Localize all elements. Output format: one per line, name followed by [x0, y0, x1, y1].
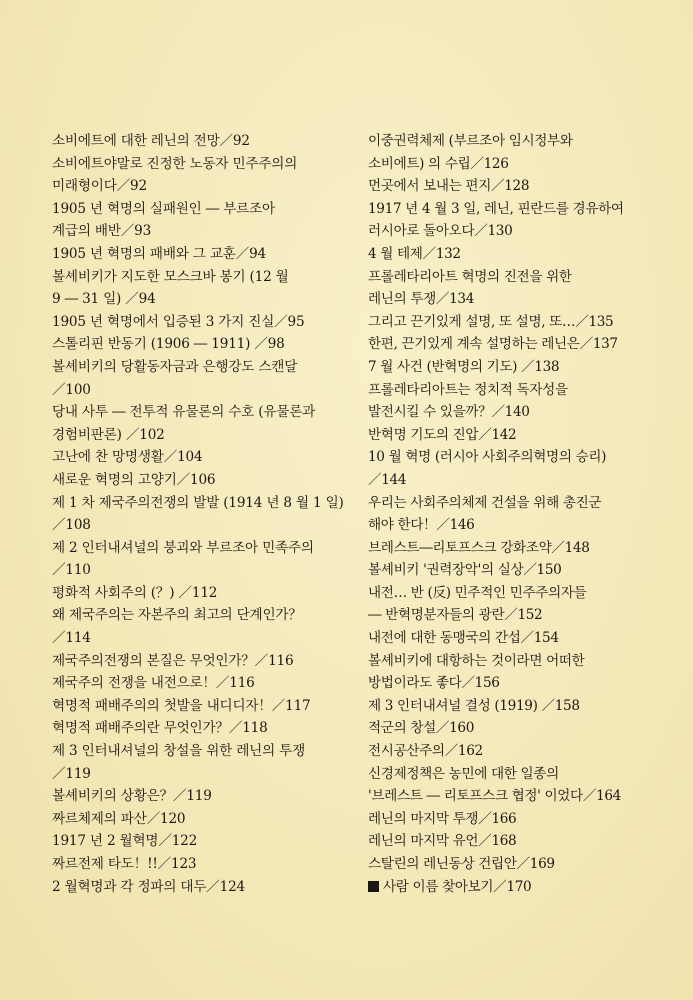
toc-line [52, 740, 352, 763]
toc-line-text: ／108 [52, 517, 91, 534]
toc-line-text: 소비에트야말로 진정한 노동자 민주주의의 [52, 155, 298, 172]
toc-line-text: 내전에 대한 동맹국의 간섭／154 [368, 630, 559, 647]
toc-line-text: 레닌의 마지막 투쟁／166 [368, 810, 517, 827]
toc-line [368, 763, 668, 786]
toc-line-text: 경험비판론) ／102 [52, 426, 165, 443]
toc-line [368, 130, 668, 153]
toc-line-text: 왜 제국주의는 자본주의 최고의 단계인가？ [52, 607, 302, 624]
toc-line [52, 853, 352, 876]
toc-line-text: 프롤레타리아트는 정치적 독자성을 [368, 381, 568, 398]
toc-line-text: 혁명적 패배주의의 첫발을 내디디자！／117 [52, 697, 311, 714]
toc-line-text: 볼셰비키 '권력장악'의 실상／150 [368, 562, 562, 579]
toc-line [52, 492, 352, 515]
toc-line-text: 새로운 혁명의 고양기／106 [52, 471, 216, 488]
toc-line-text: 2 월혁명과 각 정파의 대두／124 [52, 878, 245, 895]
toc-line-text: 레닌의 투쟁／134 [368, 291, 475, 308]
toc-line-text: 1905 년 혁명에서 입증된 3 가지 진실／95 [52, 313, 305, 330]
toc-line-text: 4 월 테제／132 [368, 245, 461, 262]
toc-line-text: ／110 [52, 562, 91, 579]
toc-line [368, 514, 668, 537]
toc-line [368, 604, 668, 627]
toc-line [368, 695, 668, 718]
toc-line-text: 사람 이름 찾아보기／170 [383, 878, 532, 895]
toc-line-text: 내전… 반 (反) 민주적인 민주주의자들 [368, 584, 587, 601]
toc-line [52, 130, 352, 153]
toc-line-text: '브레스트 ― 리토프스크 협정' 이었다／164 [368, 788, 621, 805]
toc-line-text: 9 ― 31 일) ／94 [52, 291, 156, 308]
toc-line [368, 808, 668, 831]
toc-line-text: 미래형이다／92 [52, 178, 147, 195]
toc-line [52, 830, 352, 853]
toc-line [52, 627, 352, 650]
toc-line [368, 853, 668, 876]
toc-line [52, 198, 352, 221]
toc-line-text: 브레스트―리토프스크 강화조약／148 [368, 539, 590, 556]
toc-line-text: 그리고 끈기있게 설명, 또 설명, 또…／135 [368, 313, 614, 330]
toc-line [368, 243, 668, 266]
toc-line-text: 혁명적 패배주의란 무엇인가？／118 [52, 720, 268, 737]
toc-line [52, 876, 352, 899]
toc-line [368, 153, 668, 176]
toc-line-text: 반혁명 기도의 진압／142 [368, 426, 517, 443]
toc-line-text: ／100 [52, 381, 91, 398]
toc-line-text: 소비에트에 대한 레닌의 전망／92 [52, 133, 250, 149]
toc-line [368, 220, 668, 243]
toc-line [52, 401, 352, 424]
toc-line [368, 876, 668, 899]
toc-line-text: 전시공산주의／162 [368, 743, 483, 760]
toc-line [368, 537, 668, 560]
toc-line [52, 537, 352, 560]
toc-line-text: 볼셰비키의 당활동자금과 은행강도 스캔달 [52, 358, 298, 375]
toc-left-column [52, 130, 352, 898]
toc-line [368, 740, 668, 763]
toc-line [52, 333, 352, 356]
toc-line-text: 신경제정책은 농민에 대한 일종의 [368, 765, 559, 782]
toc-line-text: 짜르체제의 파산／120 [52, 810, 186, 827]
toc-line-text: 제 3 인터내셔널 결성 (1919) ／158 [368, 697, 580, 714]
toc-line [368, 672, 668, 695]
toc-line [368, 266, 668, 289]
toc-line-text: 10 월 혁명 (러시아 사회주의혁명의 승리) [368, 449, 607, 466]
toc-right-column [368, 130, 668, 898]
toc-line [52, 243, 352, 266]
toc-line [52, 175, 352, 198]
toc-line [52, 763, 352, 786]
toc-line-text: 제 1 차 제국주의전쟁의 발발 (1914 년 8 월 1 일) [52, 494, 344, 511]
toc-line-text: 1905 년 혁명의 실패원인 ― 부르조아 [52, 200, 275, 217]
toc-line [368, 379, 668, 402]
toc-line [52, 424, 352, 447]
toc-line [52, 672, 352, 695]
toc-line-text: 소비에트) 의 수립／126 [368, 155, 509, 172]
toc-line-text: 먼곳에서 보내는 편지／128 [368, 178, 530, 195]
toc-line-text: 방법이라도 좋다／156 [368, 675, 500, 692]
toc-line-text: 1917 년 4 월 3 일, 레닌, 핀란드를 경유하여 [368, 200, 624, 217]
toc-line [368, 582, 668, 605]
toc-line [368, 175, 668, 198]
toc-line-text: 1905 년 혁명의 패배와 그 교훈／94 [52, 245, 267, 262]
toc-line [368, 492, 668, 515]
toc-line [52, 356, 352, 379]
toc-line-text: 우리는 사회주의체제 건설을 위해 총진군 [368, 494, 602, 511]
toc-line [52, 650, 352, 673]
toc-line [52, 695, 352, 718]
toc-line [52, 582, 352, 605]
toc-line [368, 446, 668, 469]
toc-line-text: 프롤레타리아트 혁명의 진전을 위한 [368, 268, 572, 285]
toc-line-text: 1917 년 2 월혁명／122 [52, 833, 198, 850]
toc-line-text: 짜르전제 타도！!!／123 [52, 856, 197, 872]
toc-line-text: ／119 [52, 765, 91, 782]
toc-line-text: 계급의 배반／93 [52, 223, 152, 240]
toc-line [368, 469, 668, 492]
toc-line [368, 717, 668, 740]
toc-line-text: 한편, 끈기있게 계속 설명하는 레닌은／137 [368, 336, 618, 353]
toc-line-text: ／144 [368, 471, 407, 488]
toc-line-text: ― 반혁명분자들의 광란／152 [368, 607, 543, 624]
toc-line-text: 제국주의전쟁의 본질은 무엇인가？／116 [52, 652, 294, 669]
toc-line-text: 적군의 창설／160 [368, 720, 475, 737]
toc-line [52, 311, 352, 334]
toc-line [52, 379, 352, 402]
toc-line [368, 401, 668, 424]
toc-line-text: 7 월 사건 (반혁명의 기도) ／138 [368, 358, 560, 375]
toc-line [52, 559, 352, 582]
toc-line [368, 356, 668, 379]
toc-line [368, 288, 668, 311]
toc-line [368, 424, 668, 447]
toc-line-text: 볼셰비키에 대항하는 것이라면 어떠한 [368, 652, 585, 669]
toc-line-text: 발전시킬 수 있을까？／140 [368, 404, 530, 421]
toc-line-text: 당내 사투 ― 전투적 유물론의 수호 (유물론과 [52, 404, 316, 421]
toc-line [368, 627, 668, 650]
toc-line [52, 717, 352, 740]
toc-line-text: 스탈린의 레닌동상 건립안／169 [368, 856, 555, 872]
toc-line [52, 808, 352, 831]
toc-line [52, 288, 352, 311]
toc-line [52, 153, 352, 176]
toc-line [368, 311, 668, 334]
toc-line-text: 제국주의 전쟁을 내전으로！／116 [52, 675, 255, 692]
toc-line [368, 785, 668, 808]
toc-line-text: 러시아로 돌아오다／130 [368, 223, 513, 240]
toc-line [52, 514, 352, 537]
toc-line [52, 604, 352, 627]
toc-line [368, 333, 668, 356]
toc-line-text: 제 2 인터내셔널의 붕괴와 부르조아 민족주의 [52, 539, 314, 556]
toc-line-text: ／114 [52, 630, 91, 647]
toc-line [368, 559, 668, 582]
toc-line [368, 830, 668, 853]
square-bullet-icon [368, 881, 379, 892]
toc-line-text: 제 3 인터내셔널의 창설을 위한 레닌의 투쟁 [52, 743, 306, 760]
toc-line-text: 해야 한다！／146 [368, 517, 475, 534]
toc-line-text: 레닌의 마지막 유언／168 [368, 833, 517, 850]
toc-line [52, 266, 352, 289]
toc-line-text: 이중권력체제 (부르조아 임시정부와 [368, 133, 573, 149]
toc-line-text: 볼셰비키가 지도한 모스크바 봉기 (12 월 [52, 268, 289, 285]
toc-line-text: 평화적 사회주의 (？) ／112 [52, 584, 218, 601]
toc-line-text: 고난에 찬 망명생활／104 [52, 449, 203, 466]
toc-line [368, 198, 668, 221]
toc-line [52, 446, 352, 469]
toc-line [52, 469, 352, 492]
toc-line [368, 650, 668, 673]
toc-line [52, 220, 352, 243]
toc-line [52, 785, 352, 808]
toc-line-text: 스톨리핀 반동기 (1906 ― 1911) ／98 [52, 336, 285, 353]
toc-line-text: 볼셰비키의 상황은？／119 [52, 788, 212, 805]
